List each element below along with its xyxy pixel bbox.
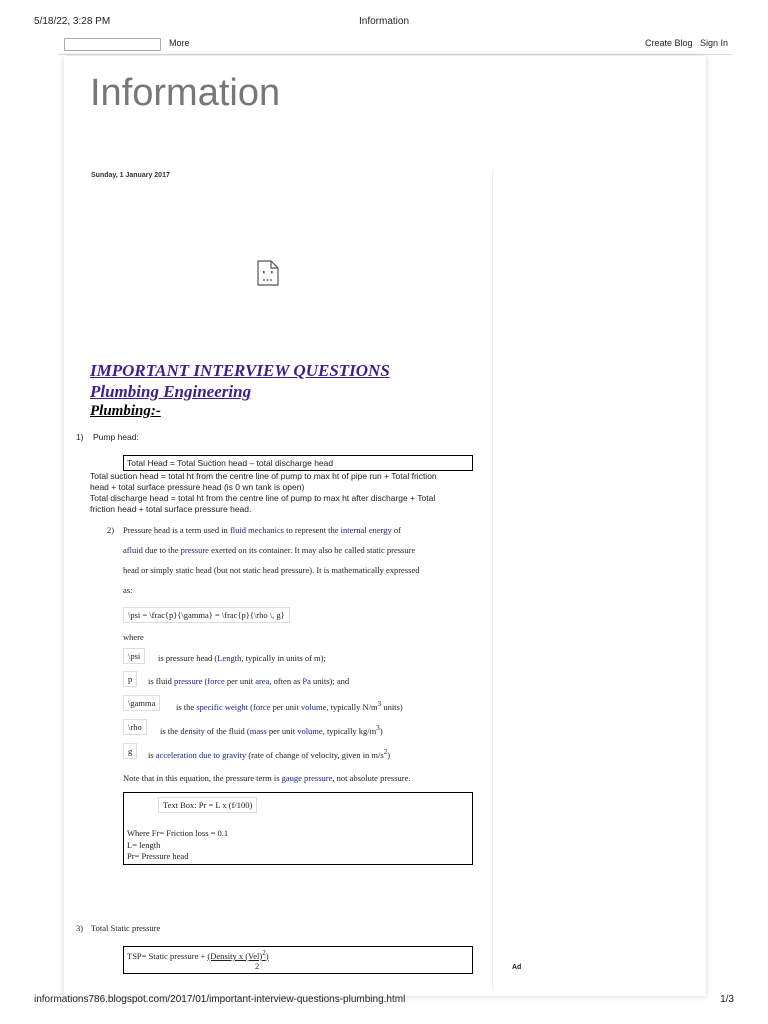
q2-paragraph-line [123, 545, 415, 555]
tsp-formula [127, 949, 269, 961]
q2-paragraph-line: as: [123, 585, 133, 595]
text: to represent the [286, 525, 339, 535]
broken-image-icon [257, 260, 279, 286]
tsp-denominator: 2 [255, 961, 260, 971]
text: , typically in units of m); [241, 653, 326, 663]
sidebar-divider [492, 170, 493, 990]
text: (rate of change of velocity, given in m/s [248, 749, 384, 760]
text: ( [204, 676, 208, 686]
friction-loss-line: L= length [127, 840, 161, 850]
text: per unit [226, 676, 254, 686]
text: per unit [268, 725, 296, 736]
friction-loss-line: Where Fr= Friction loss = 0.1 [127, 828, 229, 838]
gamma-definition [176, 700, 403, 712]
mass-link[interactable]: mass [249, 725, 267, 736]
total-head-formula: Total Head = Total Suction head – total discharge head [127, 458, 334, 468]
g-definition [148, 748, 390, 760]
force-link[interactable]: force [207, 676, 225, 686]
post-subtitle: Plumbing:- [90, 403, 161, 419]
text: of [393, 525, 401, 535]
text: is fluid [148, 676, 172, 686]
gauge-pressure-note [123, 773, 411, 783]
post-title-line1: IMPORTANT INTERVIEW QUESTIONS [90, 361, 390, 380]
text: ) [379, 725, 383, 736]
pressure-head-equation-image: \psi = \frac{p}{\gamma} = \frac{p}{\rho \, g} [123, 607, 290, 623]
length-link[interactable]: Length [217, 653, 242, 663]
friction-loss-box [123, 792, 473, 865]
g-symbol-image: g [123, 743, 137, 759]
text: Note that in this equation, the pressure term is [123, 773, 280, 783]
rho-definition [160, 724, 383, 736]
text: due to the [144, 545, 179, 555]
create-blog-link[interactable]: Create Blog [645, 38, 693, 48]
post-title-line2: Plumbing Engineering [90, 382, 252, 401]
q1-label: Pump head: [93, 432, 139, 442]
p-symbol-image: p [123, 671, 137, 687]
q1-text-line: Total suction head = total ht from the centre line of pump to max ht of pipe run + Total friction [90, 471, 437, 481]
psi-symbol-image: \psi [123, 648, 145, 664]
text: Pressure head is a term used in [123, 525, 228, 535]
pressure-link[interactable]: pressure [180, 545, 209, 555]
text: is [148, 749, 154, 760]
volume-link[interactable]: volume [297, 725, 323, 736]
q1-text-line: Total discharge head = total ht from the centre line of pump to max ht after discharge + Total [90, 493, 436, 503]
total-head-box [123, 455, 473, 471]
p-definition [148, 676, 349, 686]
text: , not absolute pressure. [332, 773, 411, 783]
text: units); and [313, 676, 350, 686]
text: per unit [272, 701, 299, 712]
area-link[interactable]: area [255, 676, 270, 686]
text: ) [265, 950, 269, 961]
q1-number: 1) [76, 432, 84, 442]
text: , typically N/m [326, 701, 378, 712]
print-datetime: 5/18/22, 3:28 PM [34, 16, 111, 27]
superscript: 3 [377, 700, 382, 708]
internal-energy-link[interactable]: internal energy [340, 525, 392, 535]
sidebar-ad-label: Ad [512, 964, 522, 971]
fluid-mechanics-link[interactable]: fluid mechanics [229, 525, 284, 535]
text: ) [387, 749, 391, 760]
pa-link[interactable]: Pa [302, 676, 311, 686]
volume-link[interactable]: volume [300, 701, 327, 712]
text: (Density x (Vel) [207, 950, 263, 961]
superscript: 3 [376, 724, 380, 732]
text: , typically kg/m [322, 725, 377, 736]
navbar-more-link[interactable]: More [169, 38, 190, 48]
blog-title[interactable]: Information [90, 72, 281, 114]
text: units) [383, 701, 403, 712]
force-link[interactable]: force [252, 701, 271, 712]
text-box-image: Text Box: Pr = L x (f/100) [158, 797, 257, 813]
tsp-numerator [207, 951, 268, 961]
q3-label: Total Static pressure [91, 923, 161, 933]
post-date: Sunday, 1 January 2017 [91, 172, 170, 179]
print-title: Information [358, 16, 410, 27]
text: is the [160, 725, 179, 736]
friction-loss-line: Pr= Pressure head [127, 851, 189, 861]
text: exerted on its container. It may also be called static pressure [211, 545, 416, 555]
superscript: 2 [383, 748, 388, 756]
text: of the fluid ( [207, 725, 250, 736]
gravity-link[interactable]: acceleration due to gravity [155, 749, 247, 760]
total-static-pressure-box [123, 946, 473, 974]
q2-paragraph-line [123, 525, 401, 535]
text: TSP= Static pressure + [127, 950, 206, 961]
blogger-navbar [58, 37, 732, 55]
psi-definition [158, 653, 326, 663]
q2-number: 2) [107, 525, 115, 535]
q3-number: 3) [76, 923, 84, 933]
sign-in-link[interactable]: Sign In [700, 38, 729, 48]
q1-text-line: head + total surface pressure head (is 0 wn tank is open) [90, 482, 305, 492]
pressure-link[interactable]: pressure [173, 676, 203, 686]
print-page-number: 1/3 [720, 994, 734, 1005]
q2-paragraph-line: head or simply static head (but not static head pressure). It is mathematically expressed [123, 565, 420, 575]
superscript: 2 [262, 949, 266, 957]
print-footer [34, 994, 734, 1008]
print-header [34, 16, 734, 32]
density-link[interactable]: density [180, 725, 205, 736]
text: a [123, 545, 127, 555]
text: is pressure head ( [158, 653, 218, 663]
where-label: where [123, 632, 144, 642]
gamma-symbol-image: \gamma [123, 695, 160, 711]
q1-text-line: friction head + total surface pressure head. [90, 504, 252, 514]
text: ( [250, 701, 253, 712]
text: , often as [269, 676, 301, 686]
print-url: informations786.blogspot.com/2017/01/important-interview-questions-plumbing.html [34, 994, 406, 1005]
specific-weight-link[interactable]: specific weight [196, 701, 249, 712]
gauge-pressure-link[interactable]: gauge pressure [281, 773, 333, 783]
rho-symbol-image: \rho [123, 719, 147, 735]
text: is the [176, 701, 195, 712]
fluid-link[interactable]: fluid [126, 545, 143, 555]
navbar-search-input[interactable] [64, 38, 161, 51]
